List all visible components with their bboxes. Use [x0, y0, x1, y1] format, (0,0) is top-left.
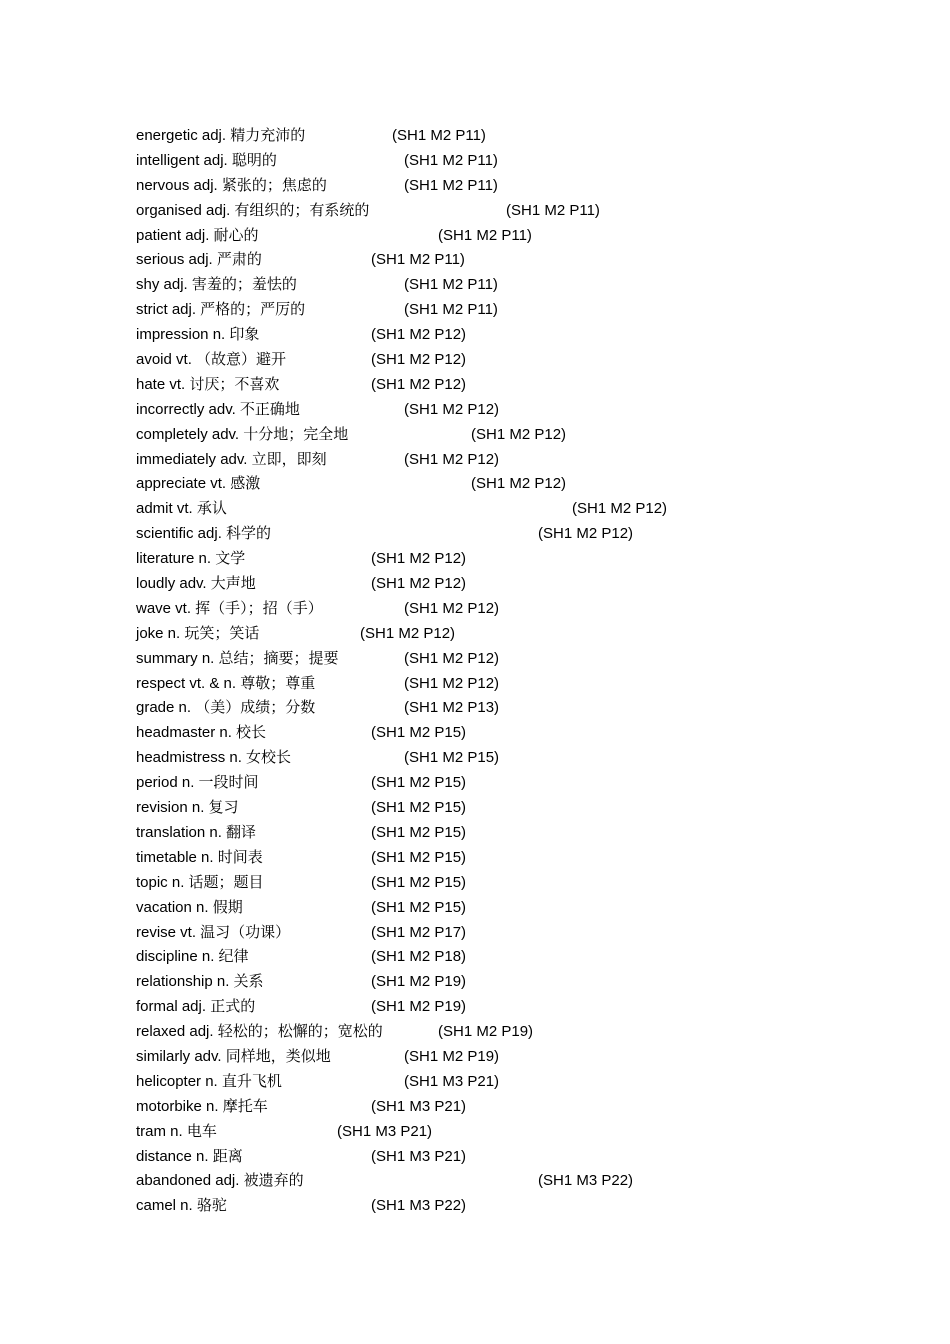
vocab-reference: (SH1 M2 P12)	[360, 624, 456, 642]
vocab-entry	[136, 547, 836, 572]
vocab-reference: (SH1 M2 P17)	[371, 923, 467, 941]
vocab-entry	[136, 1020, 836, 1045]
vocab-reference: (SH1 M2 P15)	[371, 774, 467, 792]
vocab-term: incorrectly adv. 不正确地	[136, 400, 300, 418]
vocab-entry	[136, 597, 836, 622]
vocab-reference: (SH1 M2 P13)	[404, 699, 500, 717]
vocab-reference: (SH1 M2 P12)	[404, 674, 500, 692]
vocab-term: immediately adv. 立即，即刻	[136, 450, 327, 468]
vocab-term: hate vt. 讨厌；不喜欢	[136, 375, 280, 393]
vocab-entry	[136, 771, 836, 796]
vocab-entry	[136, 1169, 836, 1194]
vocab-entry	[136, 174, 836, 199]
vocab-reference: (SH1 M2 P12)	[471, 425, 567, 443]
vocab-term: relaxed adj. 轻松的；松懈的；宽松的	[136, 1023, 383, 1041]
vocab-entry	[136, 1145, 836, 1170]
vocab-entry	[136, 896, 836, 921]
vocab-entry	[136, 945, 836, 970]
vocabulary-list	[136, 124, 836, 1219]
vocab-entry	[136, 423, 836, 448]
vocab-term: abandoned adj. 被遗弃的	[136, 1172, 304, 1190]
vocab-entry	[136, 871, 836, 896]
vocab-term: distance n. 距离	[136, 1147, 243, 1165]
vocab-reference: (SH1 M3 P21)	[371, 1097, 467, 1115]
vocab-entry	[136, 622, 836, 647]
vocab-term: literature n. 文学	[136, 550, 246, 568]
vocab-entry	[136, 821, 836, 846]
vocab-reference: (SH1 M3 P21)	[404, 1072, 500, 1090]
vocab-entry	[136, 1120, 836, 1145]
vocab-term: motorbike n. 摩托车	[136, 1097, 268, 1115]
vocab-term: organised adj. 有组织的；有系统的	[136, 201, 370, 219]
vocab-term: wave vt. 挥（手）；招（手）	[136, 599, 323, 617]
vocab-entry	[136, 149, 836, 174]
vocab-entry	[136, 522, 836, 547]
vocab-entry	[136, 497, 836, 522]
vocab-entry	[136, 1095, 836, 1120]
vocab-entry	[136, 796, 836, 821]
vocab-entry	[136, 348, 836, 373]
vocab-reference: (SH1 M2 P11)	[438, 226, 532, 244]
vocab-term: nervous adj. 紧张的；焦虑的	[136, 176, 327, 194]
vocab-entry	[136, 448, 836, 473]
vocab-entry	[136, 1194, 836, 1219]
vocab-reference: (SH1 M2 P11)	[392, 127, 486, 144]
vocab-term: relationship n. 关系	[136, 973, 264, 991]
vocab-term: headmaster n. 校长	[136, 724, 267, 742]
vocab-reference: (SH1 M2 P19)	[438, 1023, 534, 1041]
vocab-term: headmistress n. 女校长	[136, 749, 292, 767]
vocab-entry	[136, 248, 836, 273]
vocab-entry	[136, 1045, 836, 1070]
vocab-term: translation n. 翻译	[136, 823, 257, 841]
vocab-entry	[136, 721, 836, 746]
vocab-reference: (SH1 M2 P15)	[371, 823, 467, 841]
vocab-term: discipline n. 纪律	[136, 948, 249, 966]
vocab-reference: (SH1 M3 P21)	[371, 1147, 467, 1165]
vocab-reference: (SH1 M2 P12)	[371, 575, 467, 593]
vocab-reference: (SH1 M2 P12)	[371, 550, 467, 568]
vocab-entry	[136, 273, 836, 298]
vocab-term: topic n. 话题；题目	[136, 873, 264, 891]
vocab-entry	[136, 647, 836, 672]
vocab-term: formal adj. 正式的	[136, 998, 256, 1016]
vocab-entry	[136, 224, 836, 249]
vocab-reference: (SH1 M2 P15)	[371, 848, 467, 866]
vocab-term: strict adj. 严格的；严厉的	[136, 301, 306, 319]
vocab-term: patient adj. 耐心的	[136, 226, 259, 244]
vocab-reference: (SH1 M2 P12)	[371, 326, 467, 344]
vocab-entry	[136, 970, 836, 995]
vocab-term: serious adj. 严肃的	[136, 251, 262, 269]
vocab-reference: (SH1 M2 P11)	[404, 276, 498, 294]
vocab-reference: (SH1 M2 P11)	[506, 201, 600, 219]
vocab-term: respect vt. & n. 尊敬；尊重	[136, 674, 316, 692]
vocab-reference: (SH1 M2 P11)	[371, 251, 465, 269]
vocab-entry	[136, 995, 836, 1020]
vocab-reference: (SH1 M2 P12)	[538, 525, 634, 543]
vocab-reference: (SH1 M3 P21)	[337, 1122, 433, 1140]
vocab-term: loudly adv. 大声地	[136, 575, 256, 593]
vocab-term: vacation n. 假期	[136, 898, 243, 916]
vocab-reference: (SH1 M2 P15)	[404, 749, 500, 767]
vocab-entry	[136, 696, 836, 721]
vocab-reference: (SH1 M2 P12)	[371, 375, 467, 393]
vocab-reference: (SH1 M2 P18)	[371, 948, 467, 966]
vocab-reference: (SH1 M2 P12)	[471, 475, 567, 493]
vocab-entry	[136, 472, 836, 497]
vocab-reference: (SH1 M2 P11)	[404, 301, 498, 319]
vocab-term: grade n. （美）成绩；分数	[136, 699, 316, 717]
vocab-entry	[136, 572, 836, 597]
vocab-reference: (SH1 M2 P15)	[371, 873, 467, 891]
vocab-entry	[136, 921, 836, 946]
vocab-entry	[136, 323, 836, 348]
vocab-term: shy adj. 害羞的；羞怯的	[136, 276, 297, 294]
vocab-term: energetic adj. 精力充沛的	[136, 127, 306, 144]
vocab-entry	[136, 373, 836, 398]
vocab-entry	[136, 672, 836, 697]
vocab-reference: (SH1 M2 P11)	[404, 151, 498, 169]
vocab-reference: (SH1 M2 P15)	[371, 724, 467, 742]
vocab-entry	[136, 199, 836, 224]
vocab-term: timetable n. 时间表	[136, 848, 263, 866]
vocab-term: revise vt. 温习（功课）	[136, 923, 291, 941]
vocab-reference: (SH1 M2 P12)	[404, 450, 500, 468]
vocab-reference: (SH1 M3 P22)	[371, 1197, 467, 1215]
vocab-reference: (SH1 M2 P12)	[572, 500, 668, 518]
vocab-reference: (SH1 M2 P19)	[404, 1047, 500, 1065]
vocab-entry	[136, 124, 836, 149]
vocab-reference: (SH1 M2 P12)	[371, 351, 467, 369]
vocab-reference: (SH1 M2 P15)	[371, 898, 467, 916]
vocab-reference: (SH1 M2 P15)	[371, 799, 467, 817]
vocab-reference: (SH1 M2 P19)	[371, 998, 467, 1016]
vocab-term: admit vt. 承认	[136, 500, 227, 518]
vocab-term: period n. 一段时间	[136, 774, 259, 792]
vocab-term: similarly adv. 同样地，类似地	[136, 1047, 331, 1065]
vocab-reference: (SH1 M2 P19)	[371, 973, 467, 991]
vocab-term: intelligent adj. 聪明的	[136, 151, 277, 169]
vocab-entry	[136, 846, 836, 871]
vocab-entry	[136, 1070, 836, 1095]
vocab-reference: (SH1 M2 P11)	[404, 176, 498, 194]
vocab-entry	[136, 398, 836, 423]
vocab-term: impression n. 印象	[136, 326, 260, 344]
vocab-term: avoid vt. （故意）避开	[136, 351, 287, 369]
vocab-reference: (SH1 M2 P12)	[404, 400, 500, 418]
vocab-term: completely adv. 十分地；完全地	[136, 425, 349, 443]
vocab-reference: (SH1 M2 P12)	[404, 599, 500, 617]
vocab-reference: (SH1 M3 P22)	[538, 1172, 634, 1190]
vocab-term: revision n. 复习	[136, 799, 239, 817]
vocab-reference: (SH1 M2 P12)	[404, 649, 500, 667]
vocab-term: joke n. 玩笑；笑话	[136, 624, 260, 642]
vocab-term: helicopter n. 直升飞机	[136, 1072, 282, 1090]
vocab-term: camel n. 骆驼	[136, 1197, 227, 1215]
vocab-entry	[136, 298, 836, 323]
vocab-term: scientific adj. 科学的	[136, 525, 272, 543]
vocab-term: summary n. 总结；摘要；提要	[136, 649, 339, 667]
vocab-entry	[136, 746, 836, 771]
vocab-term: appreciate vt. 感激	[136, 475, 261, 493]
vocab-term: tram n. 电车	[136, 1122, 217, 1140]
